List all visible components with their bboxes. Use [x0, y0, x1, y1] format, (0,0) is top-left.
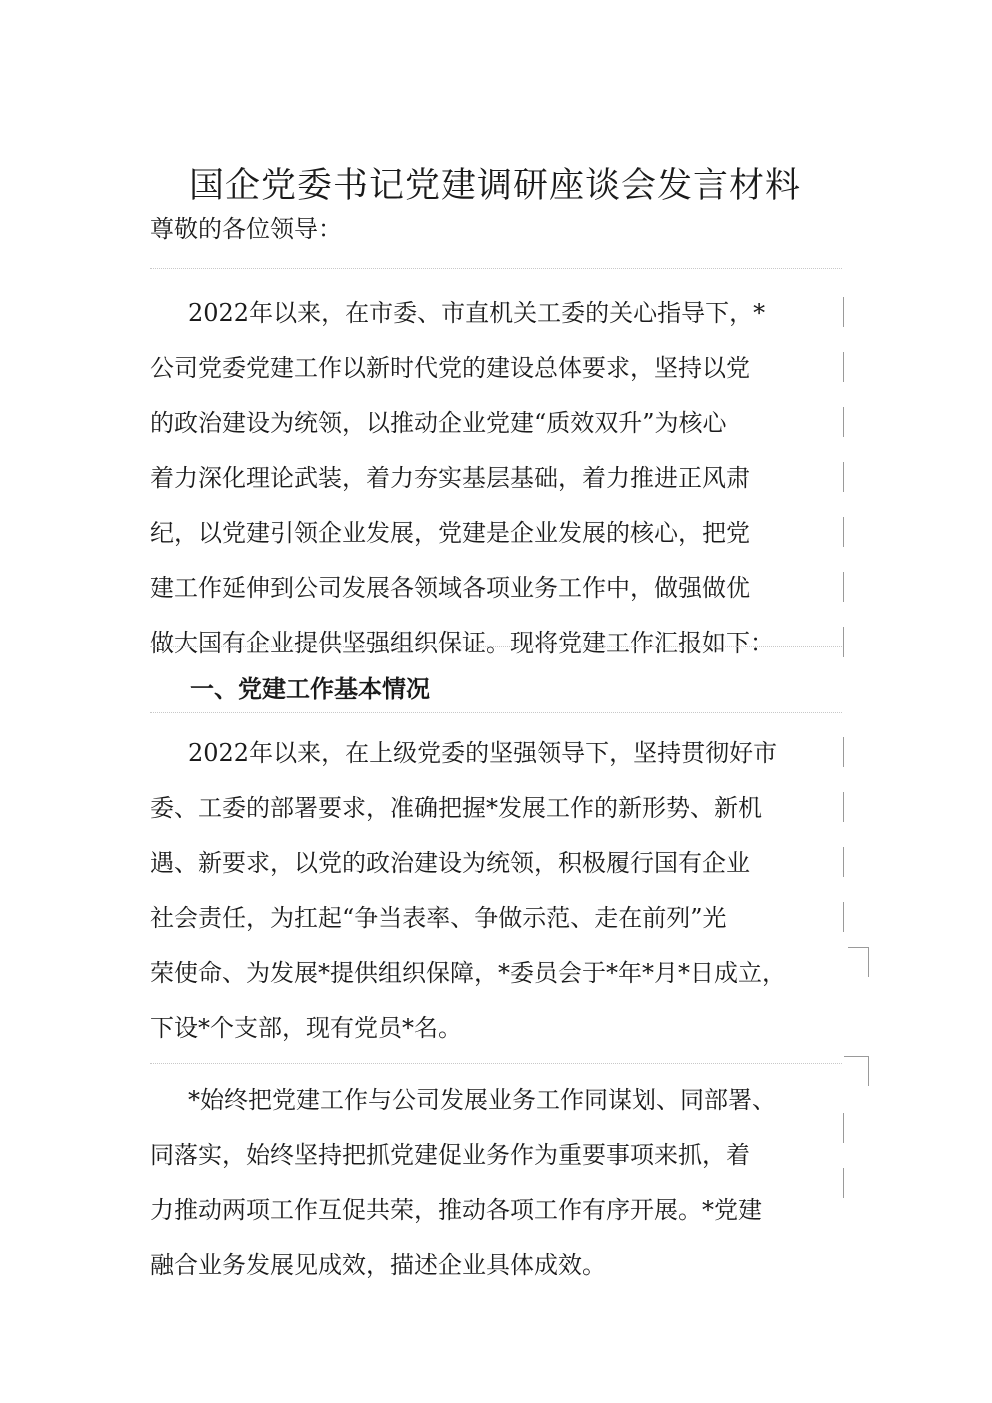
- paragraph-intro: [150, 286, 850, 671]
- paragraph-line: 社会责任，为扛起“争当表率、争做示范、走在前列”光: [150, 904, 727, 932]
- margin-mark: [843, 792, 844, 822]
- section-heading: 一、党建工作基本情况: [190, 675, 430, 703]
- paragraph-guide: [150, 268, 842, 269]
- paragraph-integration: [150, 1073, 850, 1293]
- margin-mark: [843, 1113, 844, 1143]
- paragraph-line: 纪，以党建引领企业发展，党建是企业发展的核心，把党: [150, 519, 750, 547]
- paragraph-line: 同落实，始终坚持把抓党建促业务作为重要事项来抓，着: [150, 1141, 750, 1169]
- paragraph-line: 力推动两项工作互促共荣，推动各项工作有序开展。*党建: [150, 1196, 762, 1224]
- margin-mark: [843, 517, 844, 547]
- paragraph-basic-situation: [150, 726, 850, 1056]
- margin-mark: [843, 407, 844, 437]
- paragraph-line: 委、工委的部署要求，准确把握*发展工作的新形势、新机: [150, 794, 762, 822]
- paragraph-line: 建工作延伸到公司发展各领域各项业务工作中，做强做优: [150, 574, 750, 602]
- margin-mark: [843, 297, 844, 327]
- paragraph-guide: [150, 646, 842, 647]
- paragraph-line: *始终把党建工作与公司发展业务工作同谋划、同部署、: [188, 1086, 776, 1114]
- paragraph-line: 融合业务发展见成效，描述企业具体成效。: [150, 1251, 606, 1279]
- margin-mark: [843, 572, 844, 602]
- paragraph-guide: [150, 1063, 842, 1064]
- paragraph-line: 遇、新要求，以党的政治建设为统领，积极履行国有企业: [150, 849, 750, 877]
- paragraph-line: 2022年以来，在上级党委的坚强领导下，坚持贯彻好市: [188, 739, 778, 767]
- margin-mark: [843, 847, 844, 877]
- paragraph-line: 做大国有企业提供坚强组织保证。现将党建工作汇报如下：: [150, 629, 774, 657]
- paragraph-line: 荣使命、为发展*提供组织保障，*委员会于*年*月*日成立，: [150, 959, 786, 987]
- margin-mark: [848, 947, 868, 948]
- paragraph-guide: [150, 712, 842, 713]
- margin-mark: [843, 737, 844, 767]
- salutation: 尊敬的各位领导：: [150, 215, 342, 243]
- margin-mark: [843, 627, 844, 657]
- margin-mark: [843, 352, 844, 382]
- paragraph-line: 公司党委党建工作以新时代党的建设总体要求，坚持以党: [150, 354, 750, 382]
- document-title: 国企党委书记党建调研座谈会发言材料: [188, 166, 801, 206]
- margin-mark: [843, 462, 844, 492]
- paragraph-line: 的政治建设为统领，以推动企业党建“质效双升”为核心: [150, 409, 727, 437]
- margin-mark: [868, 1056, 869, 1086]
- paragraph-line: 下设*个支部，现有党员*名。: [150, 1014, 462, 1042]
- paragraph-line: 着力深化理论武装，着力夯实基层基础，着力推进正风肃: [150, 464, 750, 492]
- margin-mark: [843, 902, 844, 932]
- paragraph-line: 2022年以来，在市委、市直机关工委的关心指导下，*: [188, 299, 766, 327]
- margin-mark: [843, 1168, 844, 1198]
- margin-mark: [868, 947, 869, 977]
- margin-mark: [844, 1056, 868, 1057]
